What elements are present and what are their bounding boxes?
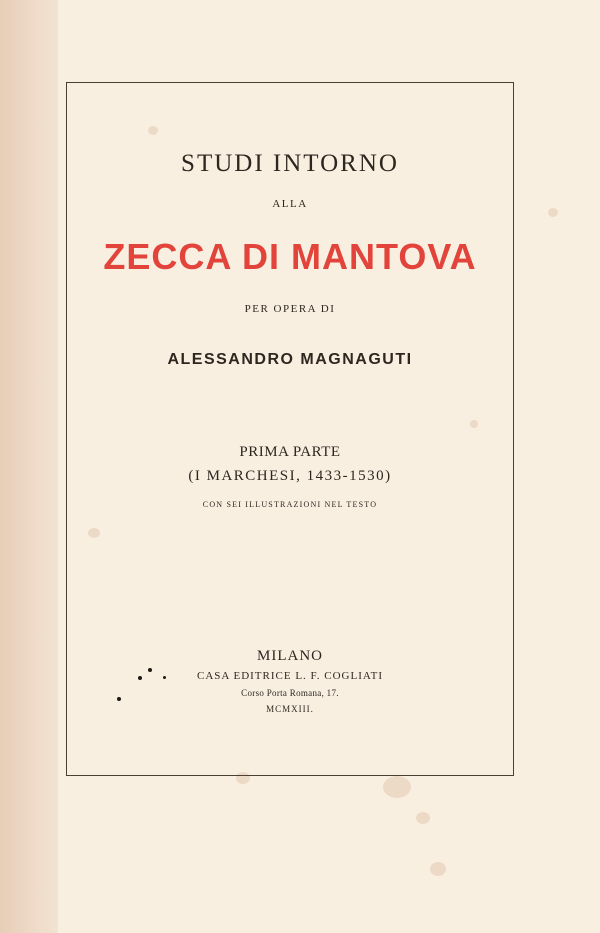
part-label: PRIMA PARTE [239,444,341,460]
illustrations-note: CON SEI ILLUSTRAZIONI NEL TESTO [202,500,378,509]
part-subtitle: (I MARCHESI, 1433-1530) [188,468,392,484]
foxing-spot [548,208,558,217]
cover-edge-strip [0,0,59,933]
author-name: ALESSANDRO MAGNAGUTI [167,351,413,368]
ink-dot [148,668,152,672]
foxing-spot [383,776,411,798]
ink-dot [163,676,166,679]
ink-dot [138,676,142,680]
imprint-address: Corso Porta Romana, 17. [241,688,339,698]
foxing-spot [416,812,430,824]
main-title: ZECCA DI MANTOVA [103,236,477,277]
ink-dot [117,697,121,701]
byline-label: PER OPERA DI [244,303,336,315]
imprint-publisher: CASA EDITRICE L. F. COGLIATI [196,670,383,682]
imprint-year: MCMXIII. [266,704,314,714]
title-line-alla: ALLA [272,198,308,210]
imprint-city: MILANO [257,648,323,664]
foxing-spot [430,862,446,876]
title-line-studi: STUDI INTORNO [181,150,399,177]
